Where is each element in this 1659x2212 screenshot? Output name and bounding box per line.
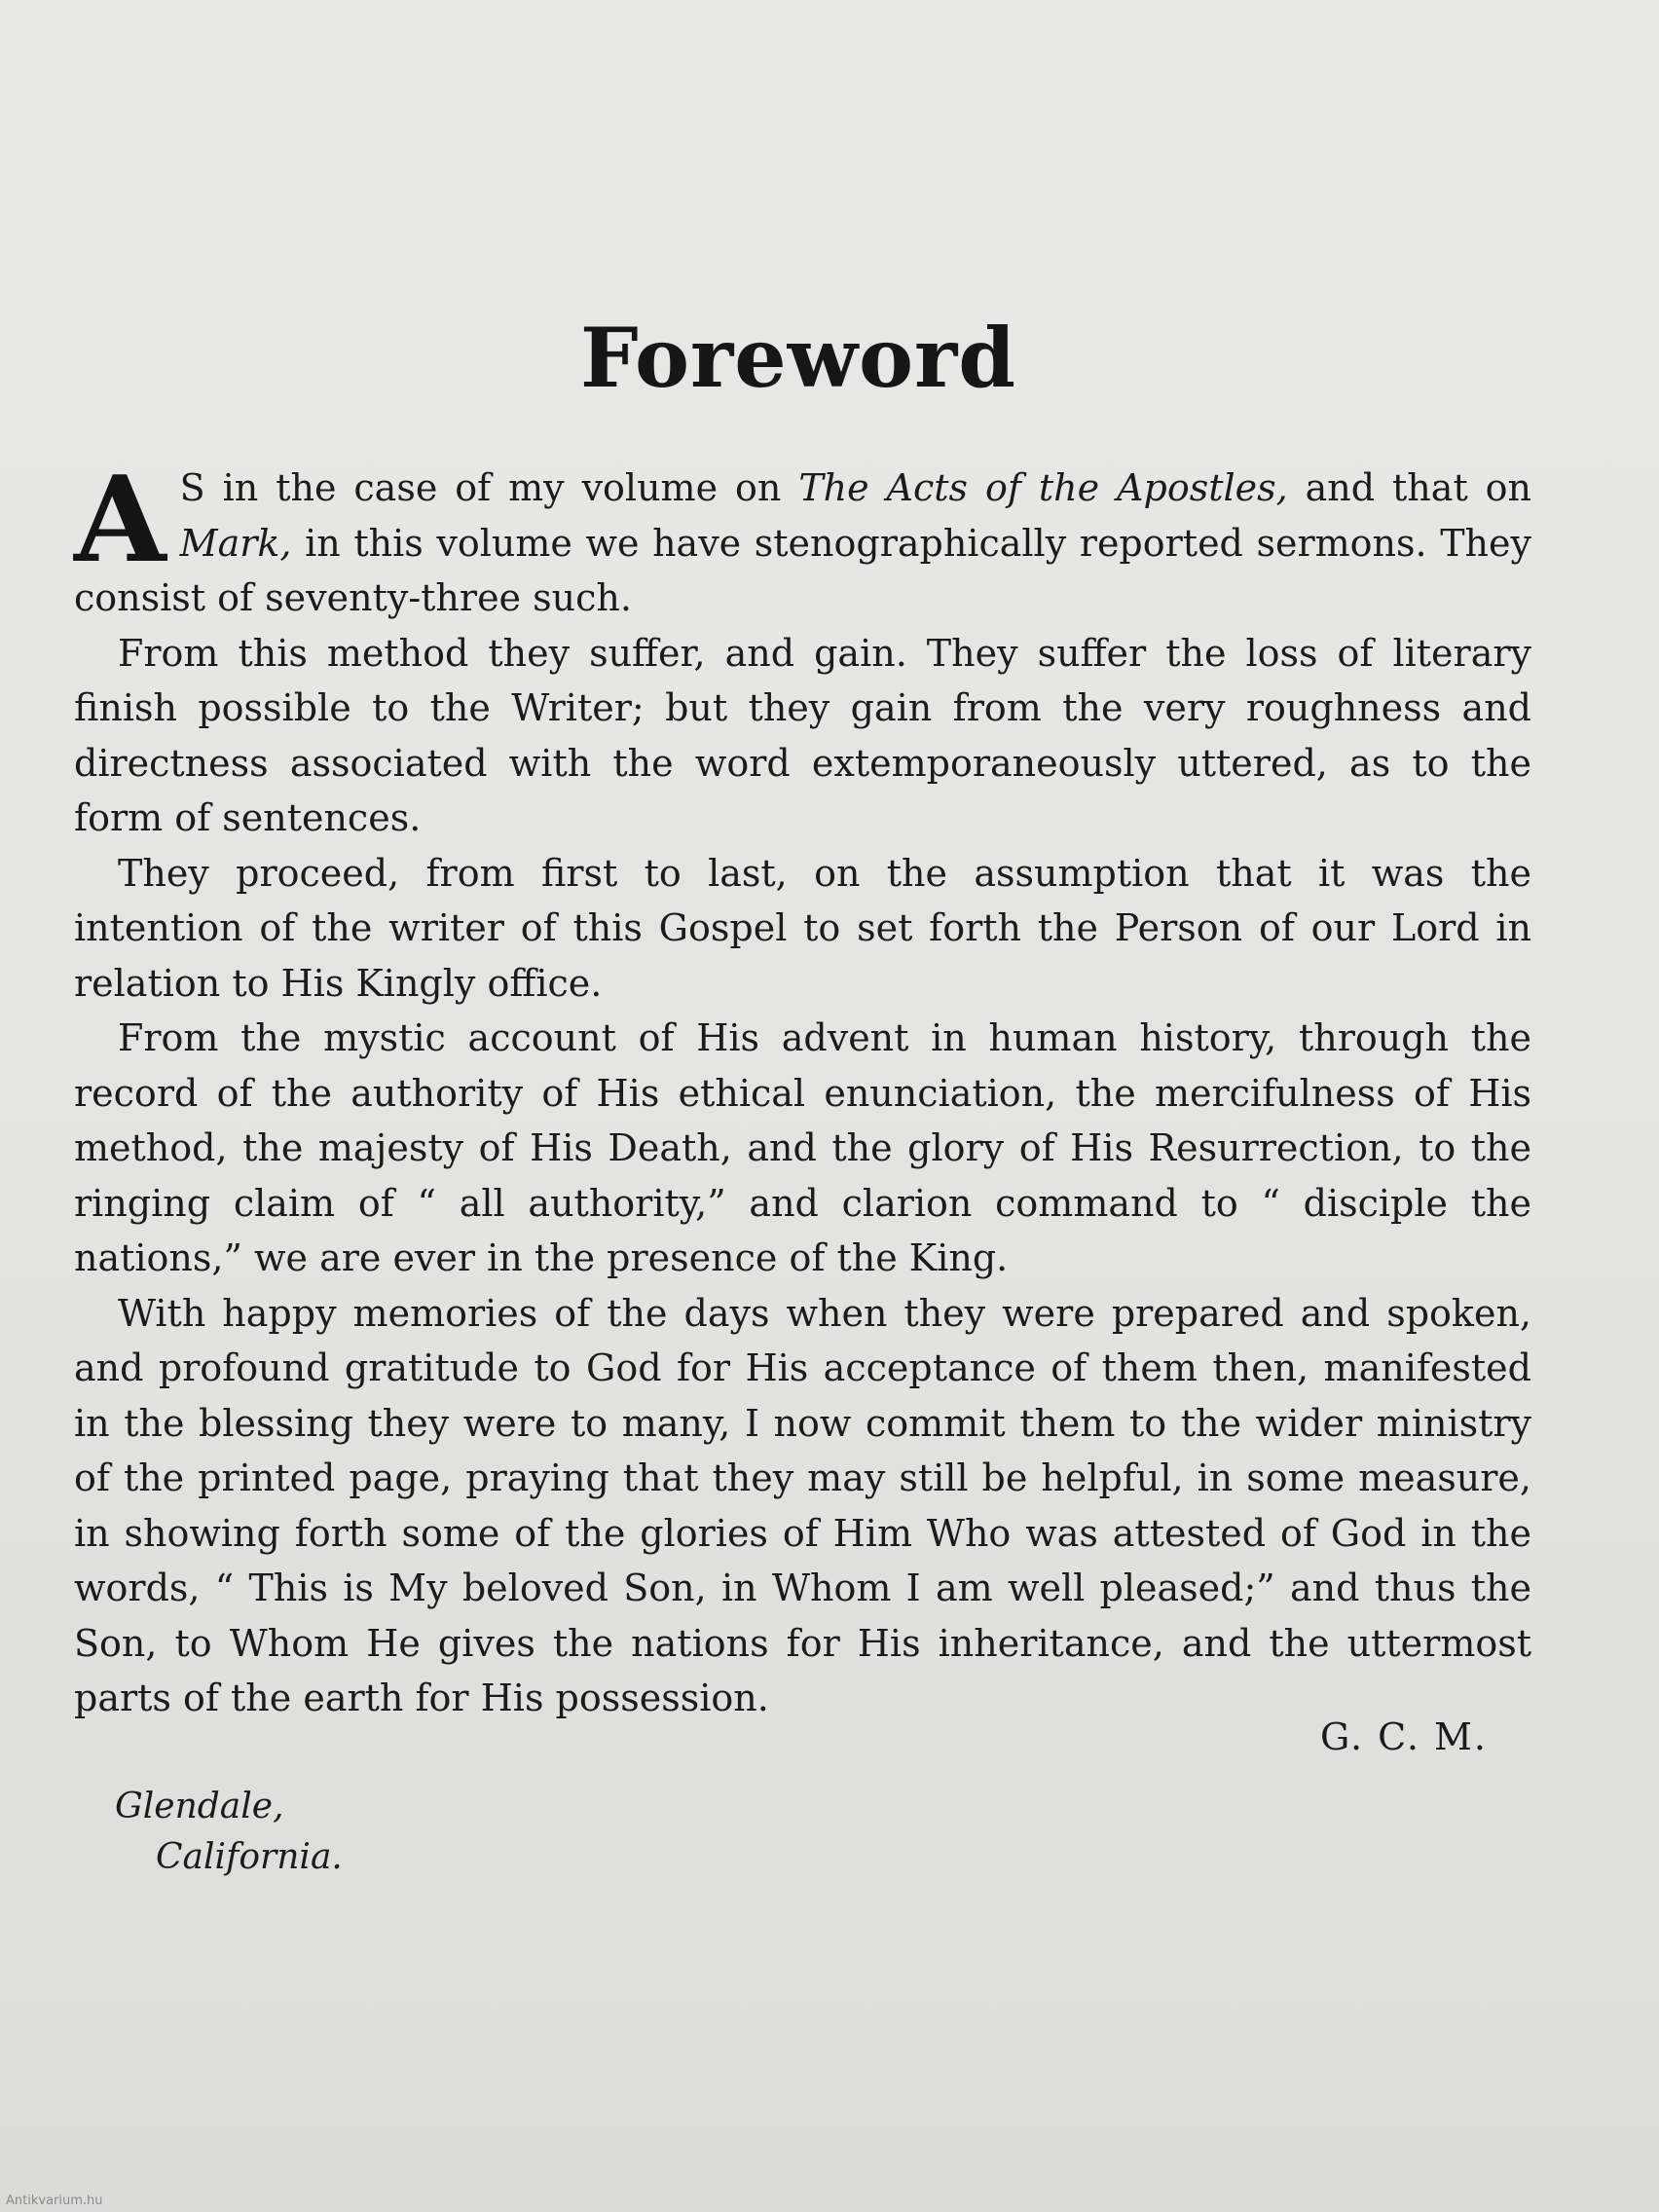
page-title: Foreword — [579, 310, 1017, 406]
book-title-acts: The Acts of the Apostles, — [798, 466, 1288, 509]
paragraph-1-mid: and that on — [1287, 466, 1532, 509]
paragraph-1 — [74, 449, 1532, 626]
place-state: California. — [156, 1837, 343, 1877]
paragraph-5: With happy memories of the days when they were prepared and spoken, and profound gratitude to God for His acceptance of them then, manifested in the blessing they were to many, I now commit them to the wider ministry of the printed page, praying that they may still be helpful, in some measure, in showing forth some of the glories of Him Who was attested of God in the words, “ This is My beloved Son, in Whom I am well pleased;” and thus the Son, to Whom He gives the nations for His inheritance, and the uttermost parts of the earth for His possession. — [74, 1291, 1531, 1719]
drop-cap: A — [74, 449, 166, 589]
place-of-writing — [115, 1782, 343, 1883]
paragraph-4: From the mystic account of His advent in human history, through the record of the authority of His ethical enunciation, the mercifulness of His method, the majesty of His Death, and the glory of His Resurrection, to the ringing claim of “ all authority,” and clarion command to “ disciple the nations,” we are ever in the presence of the King. — [74, 1016, 1531, 1279]
paragraph-1-start: S in the case of my volume on — [179, 466, 799, 509]
paragraph-2: From this method they suffer, and gain. They suffer the loss of literary finish possible to the Writer; but they gain from the very roughness and directness associated with the word extemporaneously uttered, as to the form of sentences. — [74, 631, 1531, 839]
book-title-mark: Mark, — [179, 521, 292, 565]
author-initials: G. C. M. — [1319, 1715, 1488, 1758]
paragraph-3: They proceed, from first to last, on the assumption that it was the intention of the writer of this Gospel to set forth the Person of our Lord in relation to His Kingly office. — [74, 851, 1531, 1005]
watermark: Antikvarium.hu — [6, 2194, 103, 2208]
foreword-body — [74, 449, 1532, 1726]
place-city: Glendale, — [115, 1787, 284, 1826]
paragraph-1-end: in this volume we have stenographically reported sermons. They consist of seventy-three such. — [74, 521, 1531, 619]
